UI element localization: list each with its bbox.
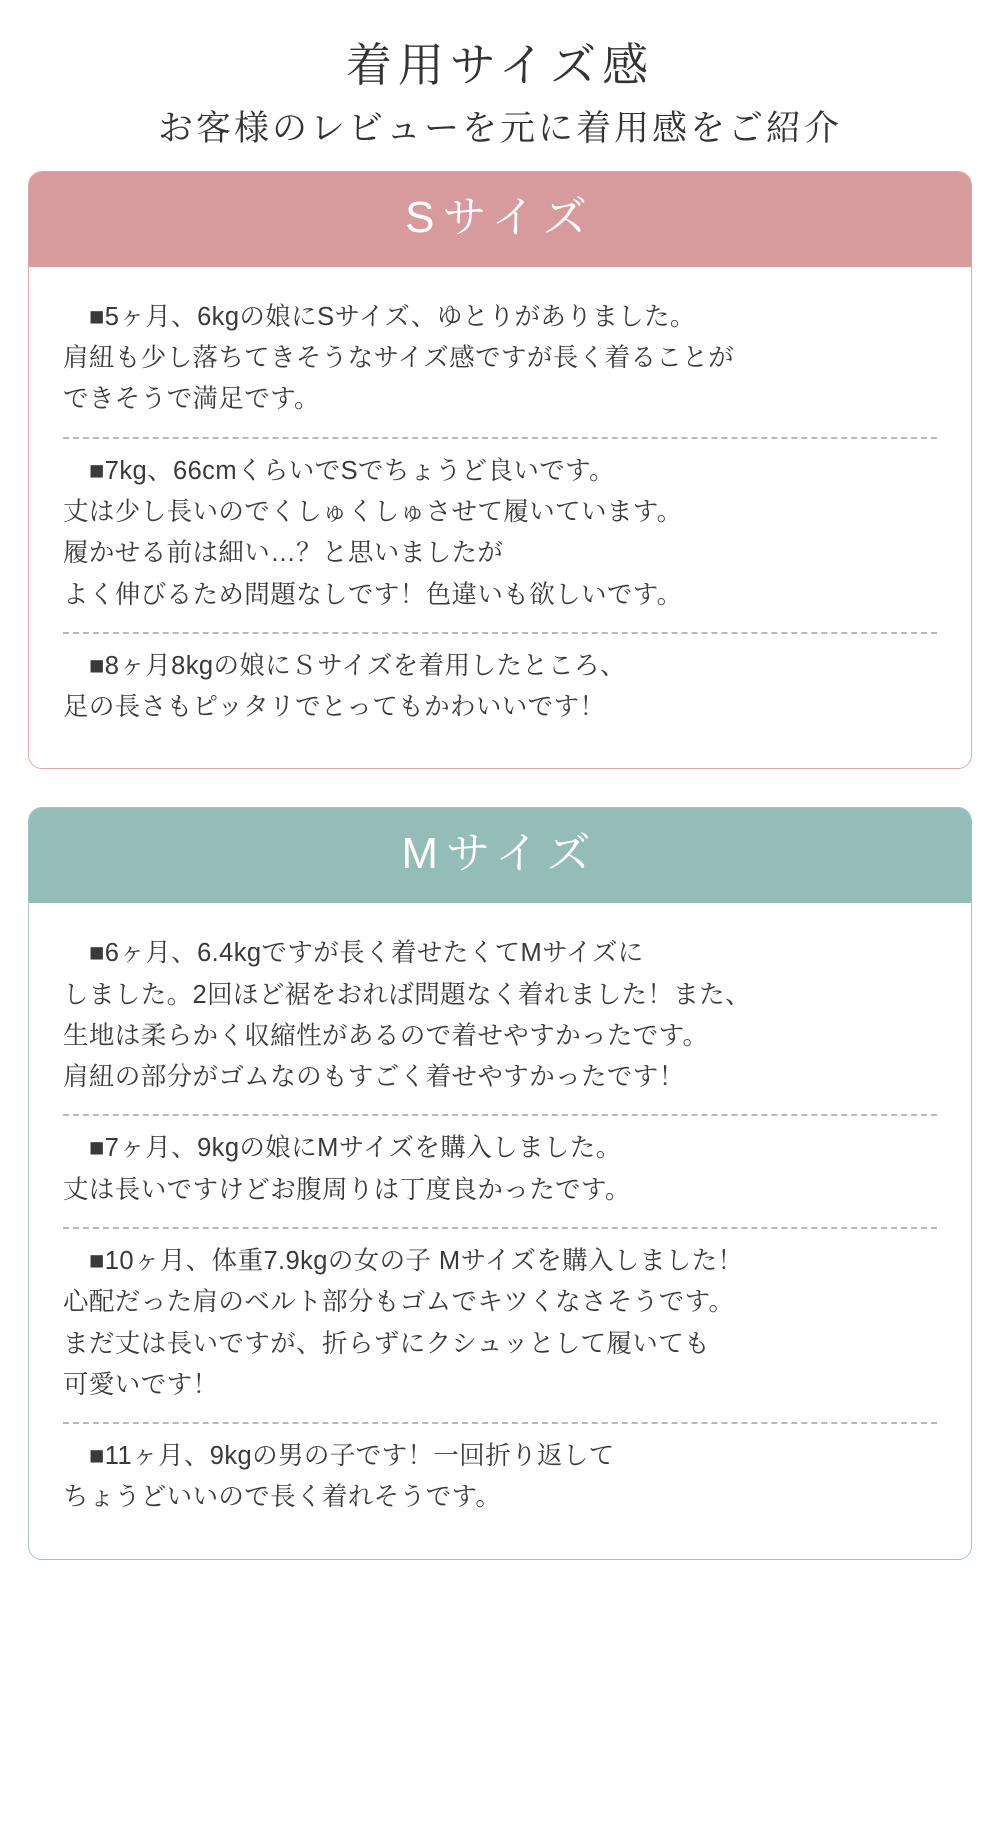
review-line: ■6ヶ月、6.4kgですが長く着せたくてMサイズに — [89, 939, 644, 968]
review-line: まだ丈は長いですが、折らずにクシュッとして履いても — [63, 1329, 710, 1358]
size-card-m-heading: Mサイズ — [29, 808, 971, 903]
page-subtitle: お客様のレビューを元に着用感をご紹介 — [157, 109, 842, 149]
review-line: ■5ヶ月、6kgの娘にSサイズ、ゆとりがありました。 — [89, 302, 696, 331]
review-line: よく伸びるため問題なしです！色違いも欲しいです。 — [63, 580, 683, 609]
review-line: できそうで満足です。 — [63, 385, 320, 414]
review-item — [63, 1229, 937, 1420]
review-item — [63, 285, 937, 435]
review-line: ■7kg、66cmくらいでSでちょうど良いです。 — [89, 456, 615, 485]
review-line: ■10ヶ月、体重7.9kgの女の子 Mサイズを購入しました！ — [89, 1246, 744, 1275]
size-card-m-body — [29, 903, 971, 1559]
review-line: 足の長さもピッタリでとってもかわいいです！ — [63, 693, 606, 722]
review-line: 可愛いです！ — [63, 1370, 219, 1399]
review-line: 履かせる前は細い…？と思いましたが — [63, 539, 504, 568]
review-line: 丈は長いですけどお腹周りは丁度良かったです。 — [63, 1175, 631, 1204]
review-item — [63, 634, 937, 743]
review-line: しました。2回ほど裾をおれば問題なく着れました！また、 — [63, 980, 751, 1009]
review-line: ■11ヶ月、9kgの男の子です！一回折り返して — [89, 1442, 615, 1471]
review-line: ちょうどいいので長く着れそうです。 — [63, 1483, 502, 1512]
size-card-s-body — [29, 267, 971, 769]
review-item — [63, 921, 937, 1112]
review-line: ■7ヶ月、9kgの娘にMサイズを購入しました。 — [89, 1134, 622, 1163]
page-header — [28, 38, 972, 151]
review-line: 肩紐も少し落ちてきそうなサイズ感ですが長く着ることが — [63, 344, 735, 373]
review-line: ■8ヶ月8kgの娘にＳサイズを着用したところ、 — [89, 651, 626, 680]
size-card-m — [28, 807, 972, 1559]
review-line: 肩紐の部分がゴムなのもすごく着せやすかったです！ — [63, 1063, 685, 1092]
review-item — [63, 1424, 937, 1533]
size-card-s-heading: Sサイズ — [29, 172, 971, 267]
review-line: 生地は柔らかく収縮性があるので着せやすかったです。 — [63, 1021, 709, 1050]
review-item — [63, 1116, 937, 1225]
review-item — [63, 439, 937, 630]
review-line: 心配だった肩のベルト部分もゴムでキツくなさそうです。 — [63, 1288, 735, 1317]
review-line: 丈は少し長いのでくしゅくしゅさせて履いています。 — [63, 497, 683, 526]
size-card-s — [28, 171, 972, 769]
page-title: 着用サイズ感 — [345, 39, 655, 91]
